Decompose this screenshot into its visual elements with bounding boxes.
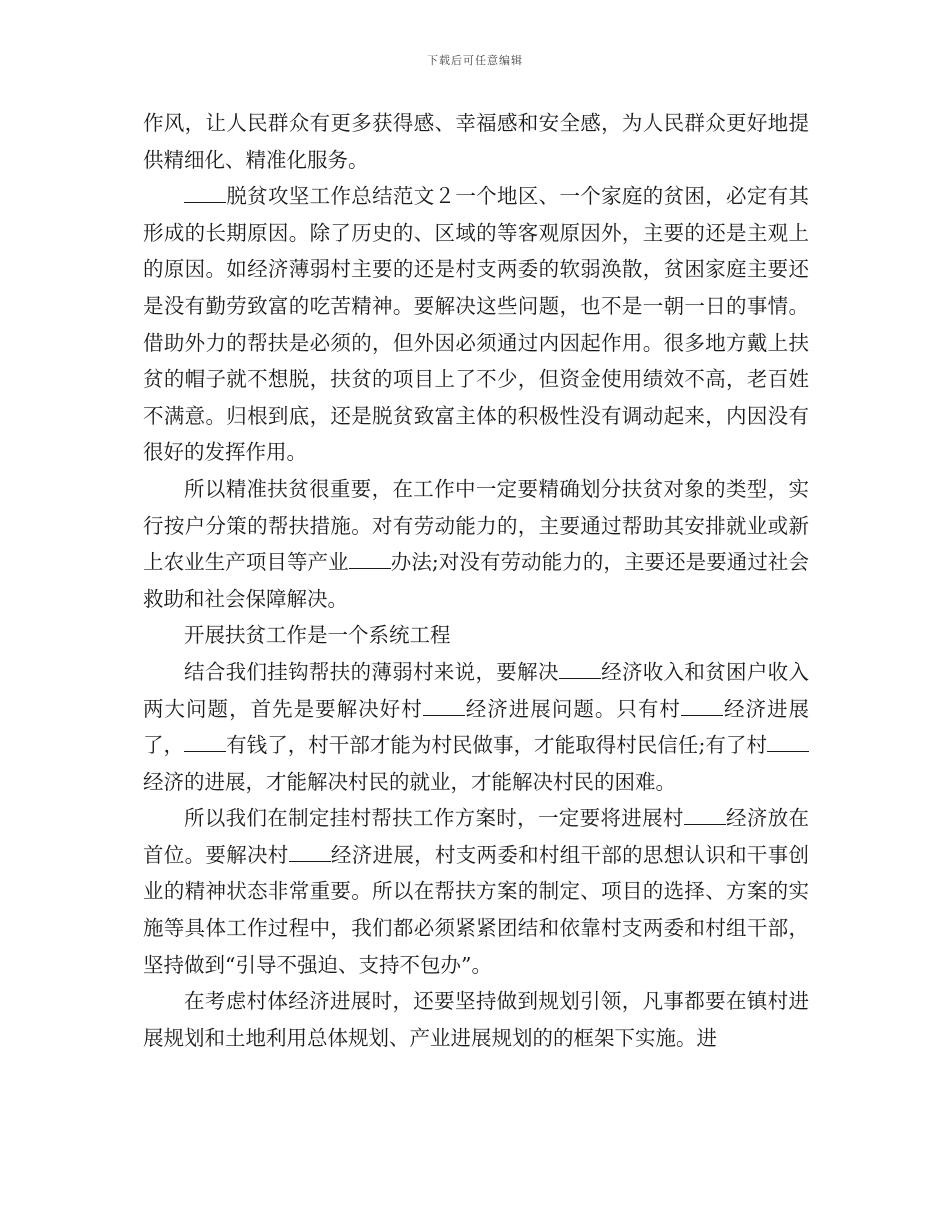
- paragraph-text: 经济收入和贫困户收入两大问题，首先是要解决好村: [143, 659, 810, 721]
- paragraph: 开展扶贫工作是一个系统工程: [184, 623, 451, 648]
- paragraph-text: 经济放在首位。要解决村: [143, 806, 810, 867]
- paragraph-text: 经济进展，村支两委和村组干部的思想认识和干事创业的精神状态非常重要。所以在帮扶方案的制定、项目的选择、方案的实施等具体工作过程中，我们都必须紧紧团结和依靠村支两委和村组干部，坚持做到“引导不强迫、支持不包办”。: [143, 842, 810, 977]
- paragraph: [143, 178, 809, 471]
- paragraph-text: 办法;对没有劳动能力的，主要还是要通过社会救助和社会保障解决。: [143, 550, 810, 611]
- fill-blank: [684, 806, 726, 825]
- fill-blank: [289, 842, 331, 861]
- fill-blank: [423, 696, 465, 715]
- paragraph-text: 经济进展了，: [143, 696, 810, 758]
- paragraph-text: 有钱了，村干部才能为村民做事，才能取得村民信任;有了村: [226, 733, 767, 758]
- paragraph: [143, 800, 809, 983]
- paragraph-text: 经济的进展，才能解决村民的就业，才能解决村民的困难。: [143, 769, 676, 794]
- paragraph-text: 所以我们在制定挂村帮扶工作方案时，一定要将进展村: [184, 806, 684, 831]
- paragraph: [143, 471, 809, 617]
- paragraph-text: 脱贫攻坚工作总结范文２一个地区、一个家庭的贫困，必定有其形成的长期原因。除了历史的、区域的等客观原因外，主要的还是主观上的原因。如经济薄弱村主要的还是村支两委的软弱涣散，贫困家庭主要还是没有勤劳致富的吃苦精神。要解决这些问题，也不是一朝一日的事情。借助外力的帮扶是必须的，但外因必须通过内因起作用。很多地方戴上扶贫的帽子就不想脱，扶贫的项目上了不少，但资金使用绩效不高，老百姓不满意。归根到底，还是脱贫致富主体的积极性没有调动起来，内因没有很好的发挥作用。: [143, 184, 809, 465]
- paragraph-text: 经济进展问题。只有村: [464, 696, 681, 721]
- paragraph-text: 所以精准扶贫很重要，在工作中一定要精确划分扶贫对象的类型，实行按户分策的帮扶措施。对有劳动能力的，主要通过帮助其安排就业或新上农业生产项目等产业: [143, 476, 809, 575]
- fill-blank: [349, 550, 391, 569]
- fill-blank: [559, 659, 601, 678]
- paragraph-text: 结合我们挂钩帮扶的薄弱村来说，要解决: [184, 659, 559, 684]
- fill-blank: [184, 184, 226, 203]
- page-header: 下载后可任意编辑: [427, 54, 523, 67]
- paragraph: [143, 654, 809, 800]
- fill-blank: [767, 733, 809, 752]
- fill-blank: [184, 733, 226, 752]
- fill-blank: [681, 696, 723, 715]
- document-body: [143, 105, 809, 1056]
- paragraph: 作风，让人民群众有更多获得感、幸福感和安全感，为人民群众更好地提供精细化、精准化服务。: [143, 111, 809, 172]
- paragraph: 在考虑村体经济进展时，还要坚持做到规划引领，凡事都要在镇村进展规划和土地利用总体规划、产业进展规划的的框架下实施。进: [143, 989, 809, 1050]
